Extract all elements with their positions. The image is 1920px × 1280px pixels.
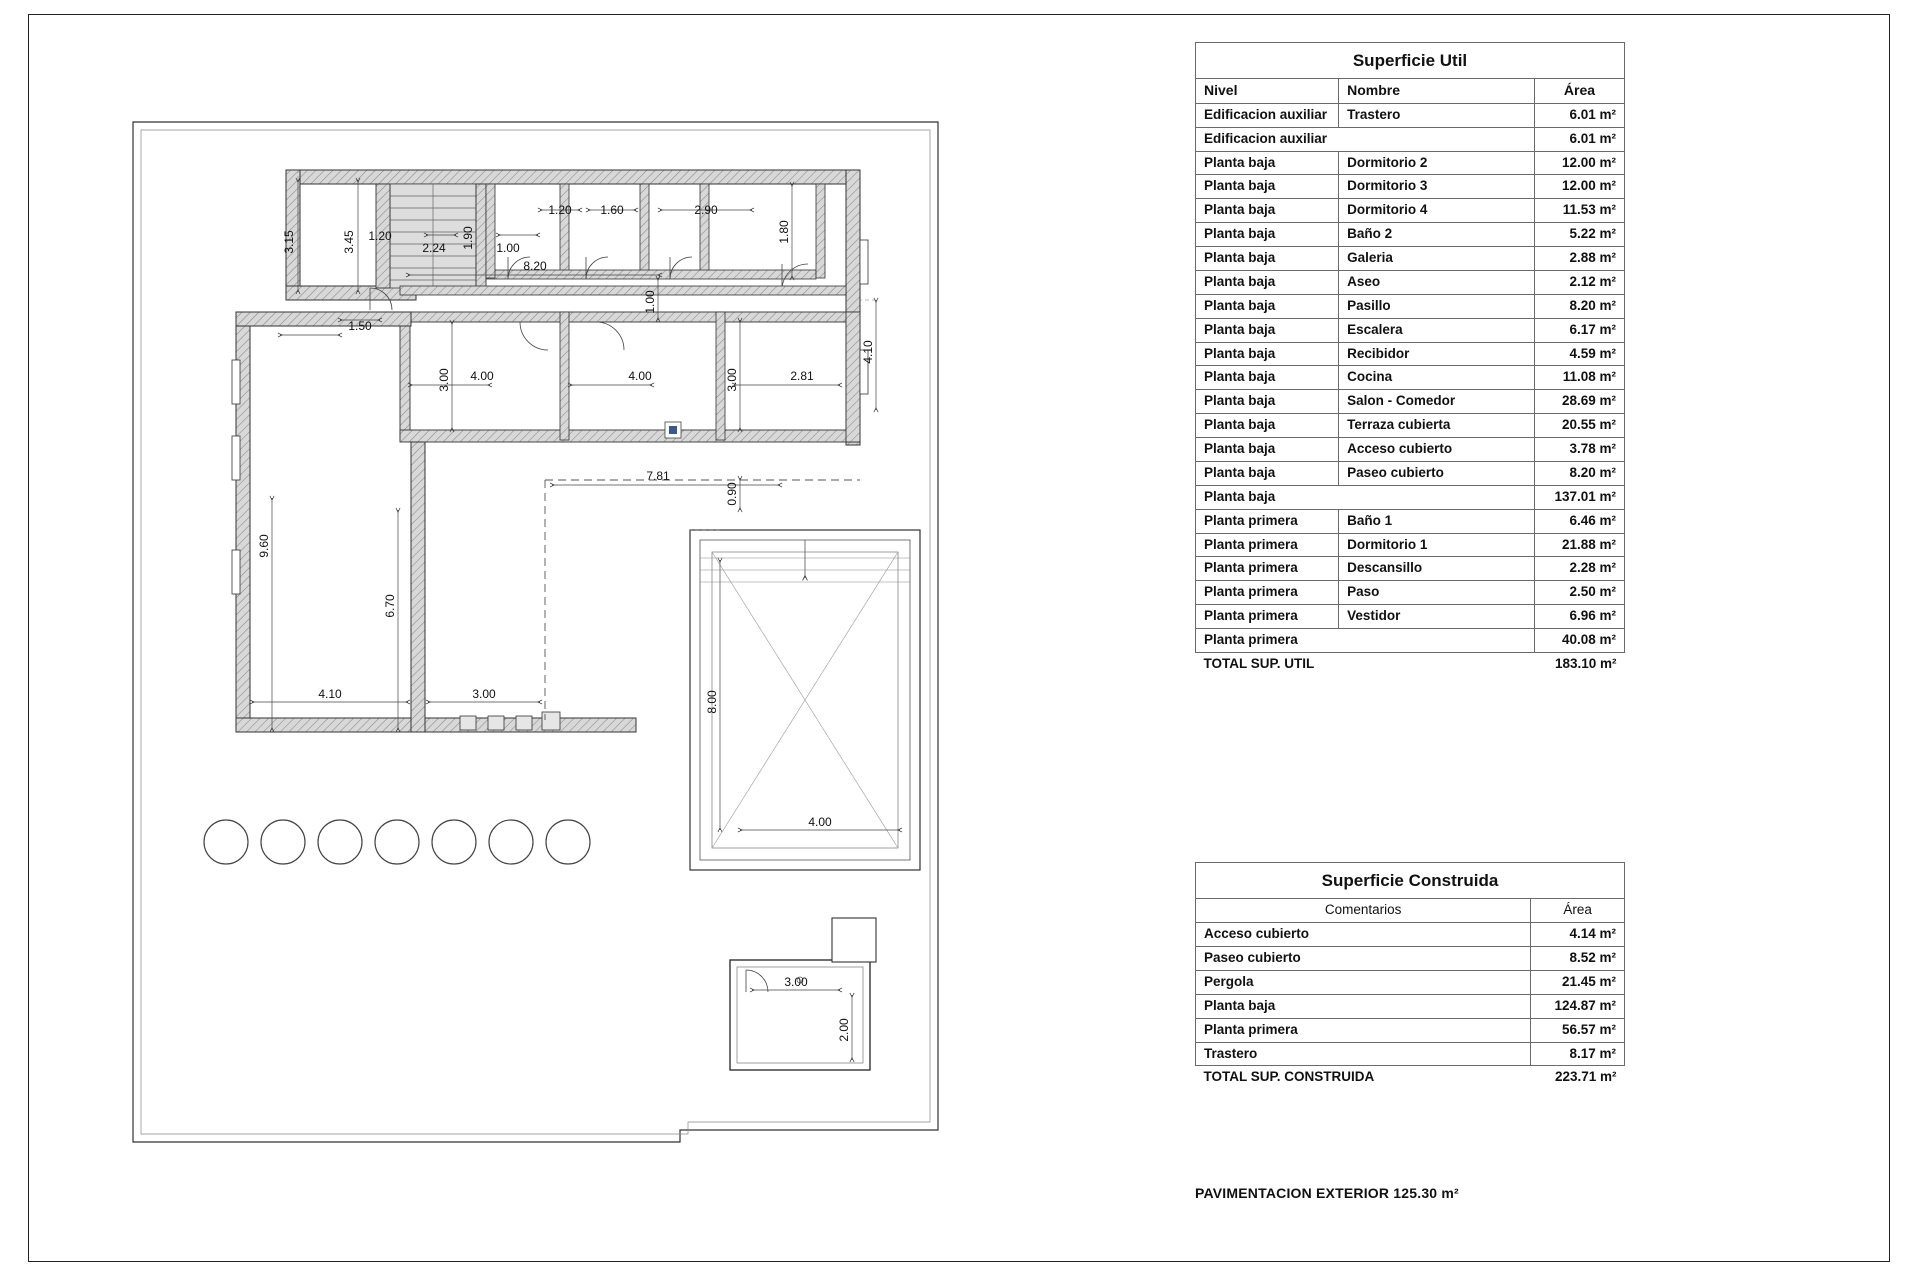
cell-area: 2.88 m²: [1534, 247, 1624, 271]
table-row: [1196, 947, 1625, 971]
table-row: [1196, 366, 1625, 390]
dim-4-00-a: 4.00: [470, 369, 494, 383]
cell-area: 21.88 m²: [1534, 533, 1624, 557]
cell-nombre: Baño 2: [1339, 223, 1535, 247]
cell-comentario: Trastero: [1196, 1042, 1531, 1066]
cell-area: 8.20 m²: [1534, 294, 1624, 318]
cell-comentario: Planta baja: [1196, 994, 1531, 1018]
cell-area: 8.17 m²: [1531, 1042, 1625, 1066]
cell-total-label: TOTAL SUP. UTIL: [1196, 652, 1535, 675]
table-title-row: [1196, 43, 1625, 79]
table-row: [1196, 557, 1625, 581]
cell-nivel: Edificacion auxiliar: [1196, 127, 1535, 151]
cell-nombre: Dormitorio 2: [1339, 151, 1535, 175]
table-row: [1196, 533, 1625, 557]
cell-nombre: Aseo: [1339, 270, 1535, 294]
table-row: [1196, 247, 1625, 271]
table-row: [1196, 175, 1625, 199]
cell-area: 28.69 m²: [1534, 390, 1624, 414]
cell-area: 137.01 m²: [1534, 485, 1624, 509]
col-header-nombre: Nombre: [1339, 79, 1535, 104]
cell-nivel: Planta baja: [1196, 366, 1339, 390]
superficie-util-table: [1195, 42, 1625, 676]
table-subtotal-row: [1196, 629, 1625, 653]
cell-area: 4.14 m²: [1531, 923, 1625, 947]
table-row: [1196, 294, 1625, 318]
dim-2-81: 2.81: [790, 369, 814, 383]
cell-comentario: Paseo cubierto: [1196, 947, 1531, 971]
dim-1-20: 1.20: [368, 229, 392, 243]
table-total-row: [1196, 1066, 1625, 1089]
cell-nombre: Dormitorio 4: [1339, 199, 1535, 223]
dim-3-00-b: 3.00: [725, 368, 739, 392]
cell-nivel: Planta primera: [1196, 533, 1339, 557]
cell-area: 8.20 m²: [1534, 461, 1624, 485]
cell-nombre: Baño 1: [1339, 509, 1535, 533]
cell-area: 11.53 m²: [1534, 199, 1624, 223]
dim-9-60: 9.60: [257, 534, 271, 558]
table-row: [1196, 151, 1625, 175]
cell-area: 6.17 m²: [1534, 318, 1624, 342]
cell-nombre: Escalera: [1339, 318, 1535, 342]
cell-nivel: Planta baja: [1196, 485, 1535, 509]
cell-nivel: Planta baja: [1196, 438, 1339, 462]
dim-3-15: 3.15: [282, 230, 296, 254]
superficie-construida-title: Superficie Construida: [1196, 863, 1625, 899]
cell-total-area: 223.71 m²: [1531, 1066, 1625, 1089]
table-row: [1196, 1018, 1625, 1042]
table-header-row: [1196, 79, 1625, 104]
cell-nivel: Planta primera: [1196, 557, 1339, 581]
cell-total-area: 183.10 m²: [1534, 652, 1624, 675]
cell-total-label: TOTAL SUP. CONSTRUIDA: [1196, 1066, 1531, 1089]
table-subtotal-row: [1196, 485, 1625, 509]
cell-area: 2.12 m²: [1534, 270, 1624, 294]
table-subtotal-row: [1196, 127, 1625, 151]
col-header-area: Área: [1534, 79, 1624, 104]
cell-nombre: Dormitorio 1: [1339, 533, 1535, 557]
table-row: [1196, 390, 1625, 414]
cell-nivel: Planta baja: [1196, 390, 1339, 414]
dim-4-00-b: 4.00: [628, 369, 652, 383]
cell-nivel: Edificacion auxiliar: [1196, 103, 1339, 127]
table-row: [1196, 414, 1625, 438]
cell-nivel: Planta baja: [1196, 199, 1339, 223]
col-header-area: Área: [1531, 899, 1625, 923]
pavimentacion-exterior-note: PAVIMENTACION EXTERIOR 125.30 m²: [1195, 1185, 1459, 1201]
table-row: [1196, 223, 1625, 247]
dim-0-90: 0.90: [725, 482, 739, 506]
cell-area: 124.87 m²: [1531, 994, 1625, 1018]
dim-3-00-a: 3.00: [437, 368, 451, 392]
cell-nivel: Planta baja: [1196, 151, 1339, 175]
cell-area: 8.52 m²: [1531, 947, 1625, 971]
dim-3-00-c: 3.00: [472, 687, 496, 701]
dim-3-45: 3.45: [342, 230, 356, 254]
table-row: [1196, 1042, 1625, 1066]
table-row: [1196, 923, 1625, 947]
dim-1-00-a: 1.00: [496, 241, 520, 255]
cell-nivel: Planta baja: [1196, 223, 1339, 247]
col-header-comentarios: Comentarios: [1196, 899, 1531, 923]
table-title-row: [1196, 863, 1625, 899]
cell-nivel: Planta baja: [1196, 342, 1339, 366]
cell-area: 6.96 m²: [1534, 605, 1624, 629]
cell-area: 3.78 m²: [1534, 438, 1624, 462]
dim-1-50: 1.50: [348, 319, 372, 333]
cell-nombre: Galeria: [1339, 247, 1535, 271]
table-row: [1196, 605, 1625, 629]
cell-area: 6.01 m²: [1534, 127, 1624, 151]
table-row: [1196, 270, 1625, 294]
cell-nombre: Acceso cubierto: [1339, 438, 1535, 462]
cell-nombre: Pasillo: [1339, 294, 1535, 318]
cell-nivel: Planta primera: [1196, 581, 1339, 605]
cell-nivel: Planta baja: [1196, 461, 1339, 485]
dim-1-20-b: 1.20: [548, 203, 572, 217]
table-row: [1196, 342, 1625, 366]
table-row: [1196, 318, 1625, 342]
cell-nombre: Descansillo: [1339, 557, 1535, 581]
dim-2-00: 2.00: [837, 1018, 851, 1042]
superficie-util-title: Superficie Util: [1196, 43, 1625, 79]
cell-area: 12.00 m²: [1534, 151, 1624, 175]
cell-nombre: Terraza cubierta: [1339, 414, 1535, 438]
cell-nivel: Planta primera: [1196, 509, 1339, 533]
dim-8-20: 8.20: [523, 259, 547, 273]
dim-4-10-a: 4.10: [861, 340, 875, 364]
cell-area: 11.08 m²: [1534, 366, 1624, 390]
cell-nivel: Planta baja: [1196, 270, 1339, 294]
cell-comentario: Pergola: [1196, 970, 1531, 994]
cell-nivel: Planta baja: [1196, 247, 1339, 271]
dim-4-00-c: 4.00: [808, 815, 832, 829]
cell-nombre: Paseo cubierto: [1339, 461, 1535, 485]
table-total-row: [1196, 652, 1625, 675]
cell-nombre: Salon - Comedor: [1339, 390, 1535, 414]
cell-nivel: Planta baja: [1196, 318, 1339, 342]
dim-4-10-b: 4.10: [318, 687, 342, 701]
dim-1-60: 1.60: [600, 203, 624, 217]
table-row: [1196, 994, 1625, 1018]
cell-nivel: Planta baja: [1196, 294, 1339, 318]
cell-nivel: Planta primera: [1196, 605, 1339, 629]
dim-1-90: 1.90: [461, 226, 475, 250]
cell-nombre: Trastero: [1339, 103, 1535, 127]
cell-area: 12.00 m²: [1534, 175, 1624, 199]
table-row: [1196, 199, 1625, 223]
cell-area: 6.46 m²: [1534, 509, 1624, 533]
cell-area: 4.59 m²: [1534, 342, 1624, 366]
cell-nivel: Planta baja: [1196, 175, 1339, 199]
cell-area: 20.55 m²: [1534, 414, 1624, 438]
cell-nombre: Paso: [1339, 581, 1535, 605]
table-row: [1196, 970, 1625, 994]
cell-nivel: Planta primera: [1196, 629, 1535, 653]
dim-1-80: 1.80: [777, 220, 791, 244]
cell-area: 2.28 m²: [1534, 557, 1624, 581]
cell-nombre: Recibidor: [1339, 342, 1535, 366]
cell-comentario: Acceso cubierto: [1196, 923, 1531, 947]
superficie-construida-table: [1195, 862, 1625, 1089]
table-row: [1196, 438, 1625, 462]
cell-nivel: Planta baja: [1196, 414, 1339, 438]
cell-area: 2.50 m²: [1534, 581, 1624, 605]
cell-comentario: Planta primera: [1196, 1018, 1531, 1042]
cell-area: 21.45 m²: [1531, 970, 1625, 994]
table-header-row: [1196, 899, 1625, 923]
dim-6-70: 6.70: [383, 594, 397, 618]
table-row: [1196, 461, 1625, 485]
cell-nombre: Dormitorio 3: [1339, 175, 1535, 199]
tree-row: [204, 820, 590, 864]
cell-nombre: Cocina: [1339, 366, 1535, 390]
table-row: [1196, 581, 1625, 605]
col-header-nivel: Nivel: [1196, 79, 1339, 104]
floor-plan-drawing: [40, 30, 1160, 1260]
dim-7-81: 7.81: [646, 469, 670, 483]
dim-8-00: 8.00: [705, 690, 719, 714]
cell-nombre: Vestidor: [1339, 605, 1535, 629]
dim-3-00-d: 3.00: [784, 975, 808, 989]
dim-2-24: 2.24: [422, 241, 446, 255]
table-row: [1196, 509, 1625, 533]
cell-area: 56.57 m²: [1531, 1018, 1625, 1042]
cell-area: 6.01 m²: [1534, 103, 1624, 127]
dim-2-90: 2.90: [694, 203, 718, 217]
dim-1-00-b: 1.00: [643, 290, 657, 314]
cell-area: 5.22 m²: [1534, 223, 1624, 247]
cell-area: 40.08 m²: [1534, 629, 1624, 653]
table-row: [1196, 103, 1625, 127]
storage-building: [730, 918, 876, 1070]
swimming-pool: [690, 530, 920, 870]
